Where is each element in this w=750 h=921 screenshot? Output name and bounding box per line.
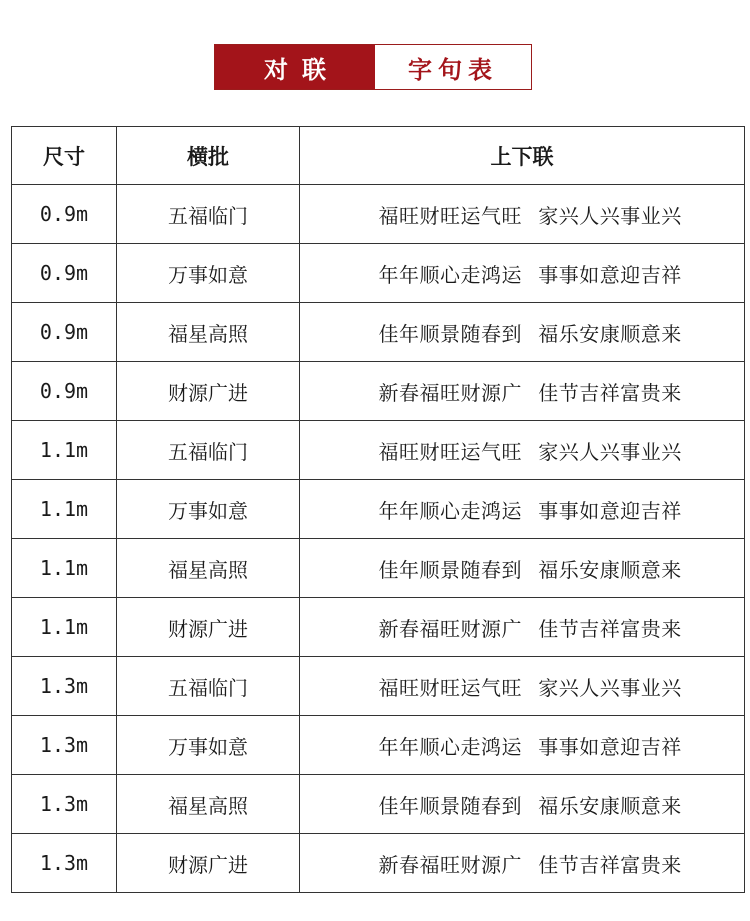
upper-couplet: 年年顺心走鸿运 xyxy=(378,734,522,759)
couplet-cell xyxy=(300,303,745,362)
hengpi-cell: 财源广进 xyxy=(117,598,300,657)
table-row xyxy=(12,598,745,657)
title-left-label: 对联 xyxy=(215,45,375,89)
table-body xyxy=(12,185,745,893)
couplet-cell xyxy=(300,716,745,775)
upper-couplet: 佳年顺景随春到 xyxy=(378,557,522,582)
hengpi-cell: 福星高照 xyxy=(117,539,300,598)
table-row xyxy=(12,716,745,775)
table-row xyxy=(12,480,745,539)
table-row xyxy=(12,303,745,362)
lower-couplet: 福乐安康顺意来 xyxy=(538,321,682,346)
table-row xyxy=(12,657,745,716)
size-cell: 1.1m xyxy=(12,421,117,480)
couplet-cell xyxy=(300,362,745,421)
hengpi-cell: 五福临门 xyxy=(117,185,300,244)
size-cell: 1.1m xyxy=(12,539,117,598)
title-banner xyxy=(214,44,532,90)
table-header-row xyxy=(12,127,745,185)
hengpi-cell: 福星高照 xyxy=(117,775,300,834)
couplet-table xyxy=(11,126,745,893)
table-row xyxy=(12,244,745,303)
upper-couplet: 年年顺心走鸿运 xyxy=(378,498,522,523)
size-cell: 0.9m xyxy=(12,185,117,244)
lower-couplet: 事事如意迎吉祥 xyxy=(538,734,682,759)
couplet-cell xyxy=(300,421,745,480)
table-row xyxy=(12,834,745,893)
lower-couplet: 家兴人兴事业兴 xyxy=(538,675,682,700)
table-row xyxy=(12,775,745,834)
lower-couplet: 事事如意迎吉祥 xyxy=(538,262,682,287)
lower-couplet: 事事如意迎吉祥 xyxy=(538,498,682,523)
table-row xyxy=(12,539,745,598)
lower-couplet: 佳节吉祥富贵来 xyxy=(538,616,682,641)
size-cell: 1.1m xyxy=(12,480,117,539)
upper-couplet: 新春福旺财源广 xyxy=(378,380,522,405)
upper-couplet: 年年顺心走鸿运 xyxy=(378,262,522,287)
table-row xyxy=(12,362,745,421)
header-couplets: 上下联 xyxy=(300,127,745,185)
couplet-cell xyxy=(300,480,745,539)
header-hengpi: 横批 xyxy=(117,127,300,185)
lower-couplet: 家兴人兴事业兴 xyxy=(538,203,682,228)
upper-couplet: 福旺财旺运气旺 xyxy=(378,203,522,228)
size-cell: 1.1m xyxy=(12,598,117,657)
upper-couplet: 福旺财旺运气旺 xyxy=(378,675,522,700)
couplet-cell xyxy=(300,539,745,598)
size-cell: 1.3m xyxy=(12,657,117,716)
hengpi-cell: 福星高照 xyxy=(117,303,300,362)
upper-couplet: 佳年顺景随春到 xyxy=(378,793,522,818)
hengpi-cell: 万事如意 xyxy=(117,480,300,539)
size-cell: 0.9m xyxy=(12,303,117,362)
couplet-cell xyxy=(300,775,745,834)
size-cell: 1.3m xyxy=(12,716,117,775)
upper-couplet: 新春福旺财源广 xyxy=(378,616,522,641)
lower-couplet: 福乐安康顺意来 xyxy=(538,793,682,818)
lower-couplet: 福乐安康顺意来 xyxy=(538,557,682,582)
couplet-cell xyxy=(300,657,745,716)
couplet-cell xyxy=(300,185,745,244)
hengpi-cell: 五福临门 xyxy=(117,421,300,480)
hengpi-cell: 财源广进 xyxy=(117,362,300,421)
upper-couplet: 佳年顺景随春到 xyxy=(378,321,522,346)
hengpi-cell: 财源广进 xyxy=(117,834,300,893)
size-cell: 1.3m xyxy=(12,834,117,893)
table-row xyxy=(12,185,745,244)
size-cell: 0.9m xyxy=(12,362,117,421)
lower-couplet: 家兴人兴事业兴 xyxy=(538,439,682,464)
title-right-label: 字句表 xyxy=(375,45,531,89)
table-row xyxy=(12,421,745,480)
couplet-cell xyxy=(300,244,745,303)
header-size: 尺寸 xyxy=(12,127,117,185)
couplet-cell xyxy=(300,598,745,657)
lower-couplet: 佳节吉祥富贵来 xyxy=(538,380,682,405)
couplet-cell xyxy=(300,834,745,893)
upper-couplet: 新春福旺财源广 xyxy=(378,852,522,877)
lower-couplet: 佳节吉祥富贵来 xyxy=(538,852,682,877)
hengpi-cell: 万事如意 xyxy=(117,244,300,303)
hengpi-cell: 五福临门 xyxy=(117,657,300,716)
size-cell: 1.3m xyxy=(12,775,117,834)
upper-couplet: 福旺财旺运气旺 xyxy=(378,439,522,464)
size-cell: 0.9m xyxy=(12,244,117,303)
hengpi-cell: 万事如意 xyxy=(117,716,300,775)
